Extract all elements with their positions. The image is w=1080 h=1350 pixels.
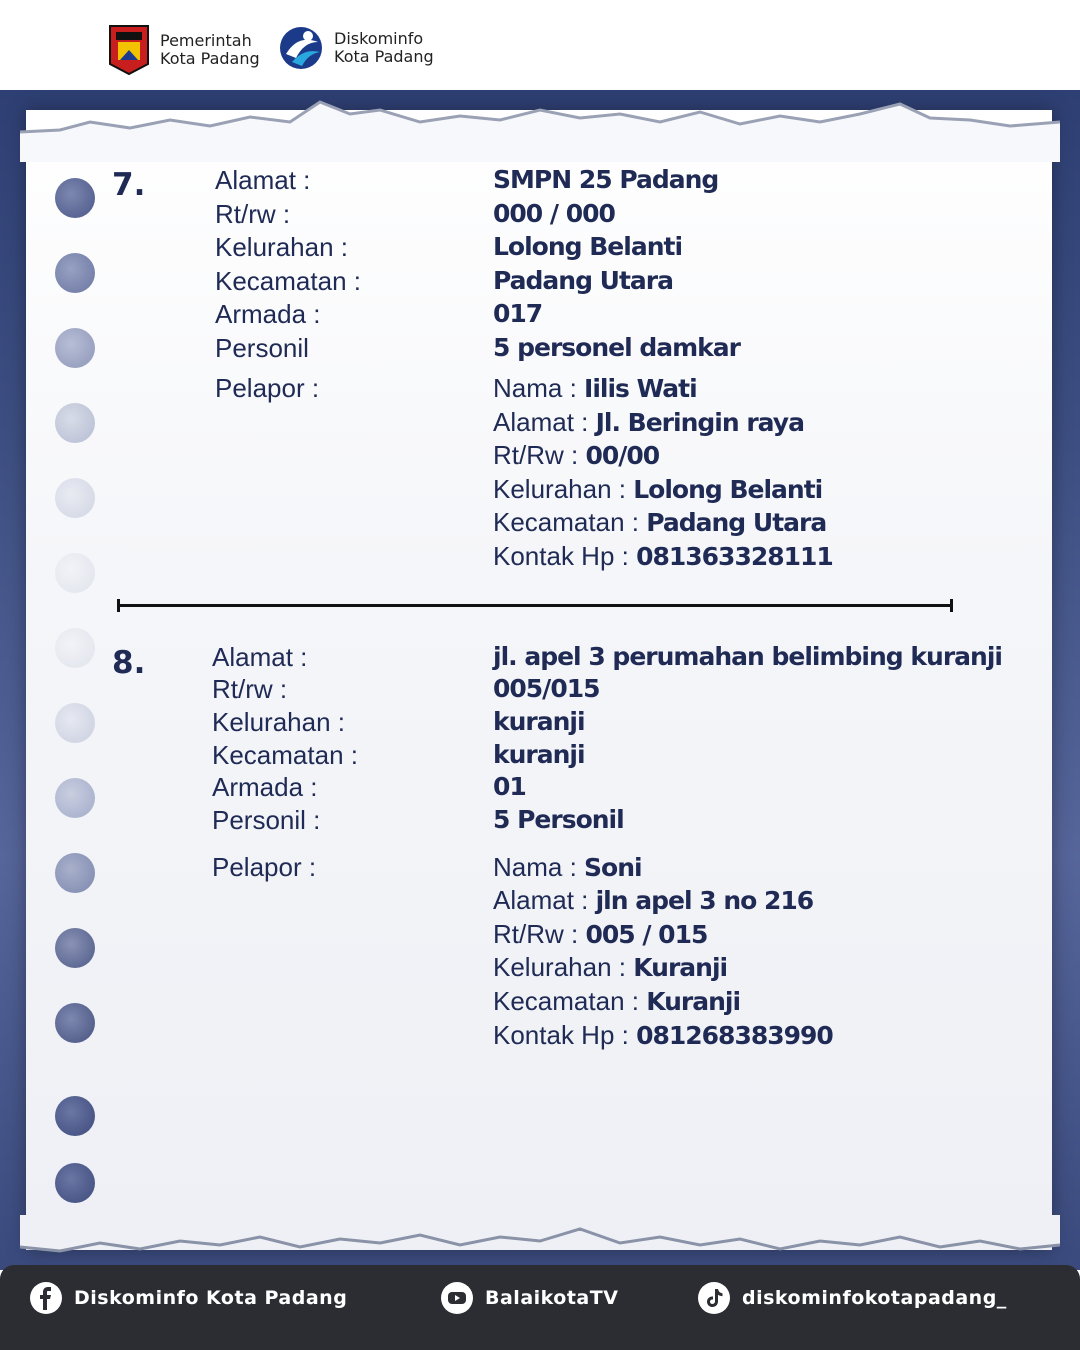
rtrw-value: 000 / 000 (493, 199, 615, 228)
youtube-handle: BalaikotaTV (485, 1287, 619, 1309)
armada-value: 01 (493, 772, 526, 801)
torn-paper-top (20, 92, 1060, 162)
pelapor-rtrw (493, 440, 659, 471)
tiktok-icon (698, 1282, 730, 1314)
binder-hole (55, 1003, 95, 1043)
pelapor-label: Pelapor : (215, 373, 320, 403)
personil-value: 5 Personil (493, 805, 624, 834)
section-divider (117, 604, 953, 607)
alamat-value: SMPN 25 Padang (493, 165, 719, 194)
facebook-icon (30, 1282, 62, 1314)
binder-hole (55, 853, 95, 893)
pelapor-kontak (493, 541, 833, 572)
pelapor-alamat-label: Alamat : (493, 407, 596, 437)
pelapor-nama-label: Nama : (493, 373, 585, 403)
kecamatan-value: kuranji (493, 740, 585, 769)
kominfo-logo-icon (278, 24, 324, 72)
kecamatan-label: Kecamatan : (212, 740, 358, 770)
tiktok-link[interactable] (698, 1282, 1007, 1314)
youtube-icon (441, 1282, 473, 1314)
binder-hole (55, 328, 95, 368)
pelapor-kontak-label: Kontak Hp : (493, 1020, 637, 1050)
facebook-link[interactable] (30, 1282, 347, 1314)
pelapor-kelurahan-label: Kelurahan : (493, 474, 634, 504)
entry-number: 7. (112, 167, 146, 203)
pelapor-nama-label: Nama : (493, 852, 585, 882)
binder-hole (55, 253, 95, 293)
binder-hole (55, 178, 95, 218)
pemkot-brand (108, 24, 260, 76)
pelapor-kecamatan-value: Padang Utara (646, 508, 827, 537)
pemkot-brand-text (160, 32, 260, 68)
pelapor-alamat (493, 407, 804, 438)
padang-emblem-icon (108, 24, 150, 76)
pemkot-line1: Pemerintah (160, 31, 252, 50)
diskominfo-brand (278, 24, 434, 72)
diskominfo-line1: Diskominfo (334, 29, 424, 48)
pelapor-kontak-value: 081268383990 (636, 1021, 833, 1050)
binder-hole (55, 403, 95, 443)
armada-label: Armada : (215, 299, 321, 329)
pelapor-kelurahan-value: Kuranji (633, 953, 728, 982)
facebook-handle: Diskominfo Kota Padang (74, 1287, 348, 1309)
rtrw-label: Rt/rw : (215, 199, 291, 229)
personil-value: 5 personel damkar (493, 333, 741, 362)
pelapor-nama-value: Iilis Wati (584, 374, 697, 403)
binder-hole (55, 778, 95, 818)
pelapor-rtrw-value: 00/00 (585, 441, 660, 470)
kecamatan-label: Kecamatan : (215, 266, 361, 296)
pelapor-label: Pelapor : (212, 852, 317, 882)
alamat-value: jl. apel 3 perumahan belimbing kuranji (493, 642, 1002, 671)
binder-hole (55, 1096, 95, 1136)
pelapor-kelurahan (493, 474, 822, 505)
alamat-label: Alamat : (212, 642, 308, 672)
pelapor-kecamatan (493, 986, 740, 1017)
personil-label: Personil : (212, 805, 321, 835)
pelapor-kontak-label: Kontak Hp : (493, 541, 637, 571)
kelurahan-label: Kelurahan : (215, 232, 348, 262)
rtrw-value: 005/015 (493, 674, 600, 703)
entry-number: 8. (112, 645, 146, 681)
armada-label: Armada : (212, 772, 318, 802)
diskominfo-line2: Kota Padang (334, 47, 434, 66)
pelapor-kontak-value: 081363328111 (636, 542, 833, 571)
binder-hole (55, 478, 95, 518)
pelapor-rtrw (493, 919, 707, 950)
kecamatan-value: Padang Utara (493, 266, 674, 295)
pelapor-nama-value: Soni (584, 853, 642, 882)
personil-label: Personil (215, 333, 309, 363)
pelapor-kelurahan (493, 952, 727, 983)
pelapor-rtrw-label: Rt/Rw : (493, 919, 586, 949)
binder-hole (55, 1163, 95, 1203)
pelapor-kelurahan-value: Lolong Belanti (633, 475, 823, 504)
pelapor-rtrw-value: 005 / 015 (585, 920, 708, 949)
pelapor-kecamatan-label: Kecamatan : (493, 507, 647, 537)
tiktok-handle: diskominfokotapadang_ (742, 1287, 1007, 1309)
header-bar (0, 0, 1080, 90)
pelapor-nama (493, 852, 642, 883)
youtube-link[interactable] (441, 1282, 618, 1314)
diskominfo-brand-text (334, 30, 434, 66)
pelapor-nama (493, 373, 697, 404)
pelapor-kecamatan (493, 507, 826, 538)
pelapor-kecamatan-value: Kuranji (646, 987, 741, 1016)
binder-hole (55, 628, 95, 668)
armada-value: 017 (493, 299, 543, 328)
kelurahan-label: Kelurahan : (212, 707, 345, 737)
pelapor-alamat-value: Jl. Beringin raya (595, 408, 804, 437)
pelapor-kontak (493, 1020, 833, 1051)
pemkot-line2: Kota Padang (160, 49, 260, 68)
pelapor-alamat (493, 885, 813, 916)
alamat-label: Alamat : (215, 165, 311, 195)
pelapor-alamat-value: jln apel 3 no 216 (595, 886, 814, 915)
kelurahan-value: kuranji (493, 707, 585, 736)
pelapor-alamat-label: Alamat : (493, 885, 596, 915)
binder-hole (55, 553, 95, 593)
binder-hole (55, 928, 95, 968)
pelapor-kelurahan-label: Kelurahan : (493, 952, 634, 982)
rtrw-label: Rt/rw : (212, 674, 288, 704)
pelapor-kecamatan-label: Kecamatan : (493, 986, 647, 1016)
pelapor-rtrw-label: Rt/Rw : (493, 440, 586, 470)
binder-hole (55, 703, 95, 743)
kelurahan-value: Lolong Belanti (493, 232, 683, 261)
